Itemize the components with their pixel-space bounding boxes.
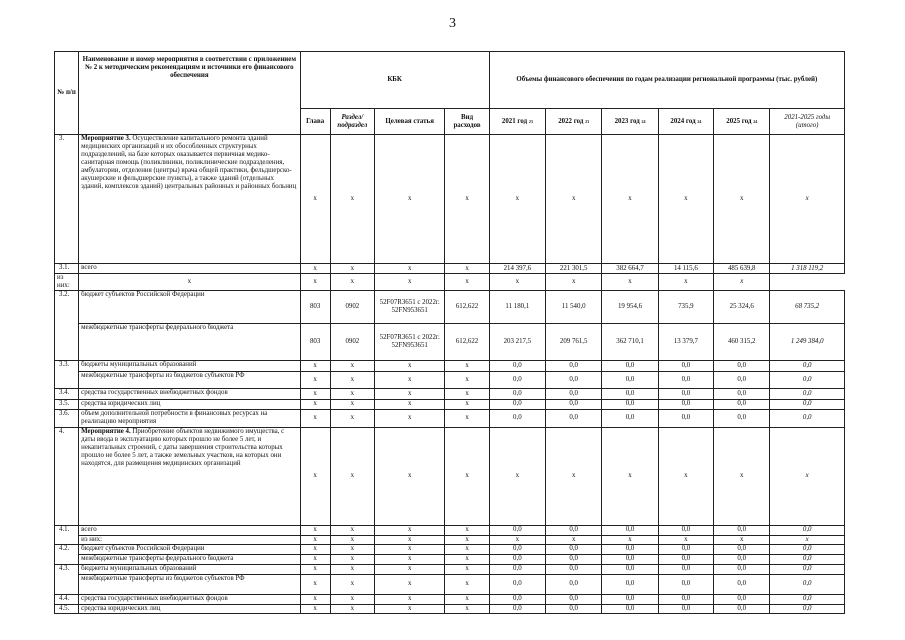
row-value: x [602, 135, 658, 264]
row-value: 0,0 [714, 399, 770, 409]
row-value: x [374, 525, 444, 535]
row-value: 0,0 [602, 574, 658, 594]
row-value: x [374, 371, 444, 388]
row-value: x [330, 360, 374, 371]
table-row [55, 323, 845, 360]
row-value: 382 664,7 [602, 264, 658, 274]
row-name: бюджет субъектов Российской Федерации [79, 544, 300, 554]
table-row [55, 574, 845, 594]
header-year-2023: 2023 год 24 [602, 109, 658, 135]
row-value: x [79, 274, 300, 291]
row-value: x [445, 535, 489, 544]
table-row [55, 427, 845, 525]
row-value: 0,0 [489, 525, 545, 535]
row-value: 0,0 [658, 574, 713, 594]
row-name: всего [79, 264, 300, 274]
row-value: x [374, 554, 444, 564]
table-row [55, 594, 845, 604]
row-value: 0,0 [546, 525, 602, 535]
row-value: 52F07R3651 с 2022г. 52FN953651 [374, 323, 444, 360]
row-value: 0,0 [489, 574, 545, 594]
row-value: 0,0 [714, 574, 770, 594]
row-value: 0,0 [714, 594, 770, 604]
row-value: x [445, 264, 489, 274]
row-value: x [602, 535, 658, 544]
row-value: x [770, 427, 845, 525]
header-razdel: Раздел/ подраздел [330, 109, 374, 135]
table-row [55, 135, 845, 264]
row-value: x [445, 544, 489, 554]
row-value: x [374, 574, 444, 594]
row-value: x [546, 535, 602, 544]
row-value: x [489, 135, 545, 264]
row-value: 1 249 384,0 [770, 323, 845, 360]
header-glava: Глава [300, 109, 330, 135]
row-name: межбюджетные трансферты федерального бюджета [79, 554, 300, 564]
row-value: x [330, 409, 374, 427]
row-value: x [330, 371, 374, 388]
row-value: 0,0 [658, 388, 713, 399]
table-row [55, 604, 845, 613]
row-number: 4. [55, 427, 79, 525]
row-value: x [300, 360, 330, 371]
row-name: бюджеты муниципальных образований [79, 564, 300, 574]
row-value: 14 115,6 [658, 264, 713, 274]
row-value: 803 [300, 323, 330, 360]
header-total: 2021-2025 годы (итого) [770, 109, 845, 135]
row-value: x [714, 274, 770, 291]
row-name: Мероприятие 3. Осуществление капитального ремонта зданий медицинских организаций и их обособленных структурных подразделений, на базе которых оказывается первичная медико-санитарная помощь (поликлиники, поликлинические подразделения, амбулатории, отделения (центры) врача общей практики, фельдшерско-акушерские и фельдшерские пункты), а также зданий (отдельных зданий, комплексов зданий) центральных районных и районных больниц [79, 135, 300, 264]
row-value: 0,0 [546, 371, 602, 388]
row-value: x [445, 525, 489, 535]
row-value: 0,0 [602, 544, 658, 554]
row-value: x [300, 564, 330, 574]
table-row [55, 554, 845, 564]
row-name: межбюджетные трансферты из бюджетов субъектов РФ [79, 574, 300, 594]
row-value: x [714, 135, 770, 264]
row-value: x [330, 535, 374, 544]
row-value: 0,0 [658, 371, 713, 388]
row-value: x [330, 427, 374, 525]
row-value: x [330, 135, 374, 264]
row-value: 0,0 [602, 388, 658, 399]
row-value: x [374, 604, 444, 613]
row-value: 0,0 [546, 564, 602, 574]
row-value: 0,0 [546, 544, 602, 554]
row-value: 0,0 [714, 564, 770, 574]
row-name: Мероприятие 4. Приобретение объектов недвижимого имущества, с даты ввода в эксплуатацию которых прошло не более 5 лет, и некапитальных строений, с даты завершения строительства которых прошло не более 5 лет, а также земельных участков, на которых они находятся, для размещения медицинских организаций [79, 427, 300, 525]
row-name: бюджеты муниципальных образований [79, 360, 300, 371]
row-number: 3.4. [55, 388, 79, 399]
row-value: x [330, 574, 374, 594]
header-year-2022: 2022 год 23 [546, 109, 602, 135]
row-value: x [445, 574, 489, 594]
row-value: 0,0 [770, 544, 845, 554]
row-value: 0,0 [546, 594, 602, 604]
row-value: 0,0 [602, 604, 658, 613]
row-value: x [300, 604, 330, 613]
row-value: 221 301,5 [546, 264, 602, 274]
row-value: 0,0 [770, 399, 845, 409]
row-value: 11 540,0 [546, 290, 602, 323]
row-value: 0,0 [602, 371, 658, 388]
row-value: x [445, 371, 489, 388]
row-value: 52F07R3651 с 2022г. 52FN953651 [374, 290, 444, 323]
row-value: x [300, 535, 330, 544]
row-name: средства государственных внебюджетных фондов [79, 594, 300, 604]
row-value: x [300, 544, 330, 554]
row-value: 0,0 [489, 399, 545, 409]
row-value: x [602, 427, 658, 525]
row-value: x [770, 135, 845, 264]
row-value: 209 761,5 [546, 323, 602, 360]
row-value: x [330, 399, 374, 409]
row-value: x [300, 574, 330, 594]
row-name: из них: [79, 535, 300, 544]
row-value: x [374, 399, 444, 409]
row-value: 735,9 [658, 290, 713, 323]
row-name: объем дополнительной потребности в финансовых ресурсах на реализацию мероприятия [79, 409, 300, 427]
row-value: 0,0 [546, 399, 602, 409]
row-value: x [445, 399, 489, 409]
row-value: 0,0 [770, 360, 845, 371]
row-value: x [330, 554, 374, 564]
row-value: 203 217,5 [489, 323, 545, 360]
row-number: 4.1. [55, 525, 79, 544]
row-number: 4.4. [55, 594, 79, 604]
row-value: x [374, 388, 444, 399]
table-row [55, 264, 845, 274]
table-row [55, 274, 845, 291]
table-row [55, 399, 845, 409]
row-value: x [374, 264, 444, 274]
row-value: x [445, 409, 489, 427]
row-value: x [374, 135, 444, 264]
row-name: средства юридических лиц [79, 399, 300, 409]
row-value: x [489, 427, 545, 525]
row-value: x [445, 360, 489, 371]
row-value: x [374, 594, 444, 604]
row-value: 0,0 [714, 371, 770, 388]
row-value: x [374, 544, 444, 554]
row-value: 0,0 [714, 554, 770, 564]
row-value: 0,0 [658, 360, 713, 371]
row-value: x [330, 525, 374, 535]
row-name: межбюджетные трансферты из бюджетов субъектов РФ [79, 371, 300, 388]
row-value: 803 [300, 290, 330, 323]
table-row [55, 360, 845, 371]
row-value: 0,0 [658, 564, 713, 574]
row-value: 0,0 [489, 544, 545, 554]
row-value: x [374, 360, 444, 371]
row-value: 0,0 [770, 388, 845, 399]
row-value: 0,0 [602, 360, 658, 371]
row-value: 0,0 [489, 564, 545, 574]
row-name: средства юридических лиц [79, 604, 300, 613]
row-value: 0,0 [546, 409, 602, 427]
row-value: x [445, 427, 489, 525]
row-value: 11 180,1 [489, 290, 545, 323]
table-row [55, 525, 845, 535]
row-value: 13 379,7 [658, 323, 713, 360]
row-number: 4.5. [55, 604, 79, 613]
row-value: 0,0 [658, 544, 713, 554]
row-value: x [602, 274, 658, 291]
row-value: x [330, 604, 374, 613]
row-value: x [445, 135, 489, 264]
row-value: 0,0 [602, 399, 658, 409]
row-number: 3.5. [55, 399, 79, 409]
row-value: x [546, 274, 602, 291]
row-value: x [658, 535, 713, 544]
row-value: x [300, 554, 330, 564]
row-name: из них: [55, 274, 79, 291]
header-name: Наименование и номер мероприятия в соответствии с приложением № 2 к методическим рекомендациям и источники его финансового обеспечения [79, 52, 300, 135]
row-value: 0,0 [489, 604, 545, 613]
row-value: 0,0 [770, 371, 845, 388]
row-value: 0,0 [602, 525, 658, 535]
row-value: x [489, 535, 545, 544]
funding-table [54, 51, 845, 614]
row-value: x [374, 409, 444, 427]
row-value: x [714, 535, 770, 544]
row-value: 612,622 [445, 323, 489, 360]
row-value: 0,0 [658, 399, 713, 409]
table-row [55, 544, 845, 554]
row-value: x [658, 274, 713, 291]
table-row [55, 371, 845, 388]
row-value: x [658, 135, 713, 264]
row-value: 214 397,6 [489, 264, 545, 274]
row-value: x [546, 135, 602, 264]
row-value: x [300, 274, 330, 291]
row-value: x [300, 525, 330, 535]
row-value: 0,0 [714, 360, 770, 371]
row-value: 19 954,6 [602, 290, 658, 323]
row-value: 1 318 119,2 [770, 264, 845, 274]
row-value: x [374, 564, 444, 574]
row-value: 0,0 [489, 554, 545, 564]
row-value: 0,0 [770, 564, 845, 574]
row-value: x [330, 594, 374, 604]
row-name: межбюджетные трансферты федерального бюджета [79, 323, 300, 360]
row-value: x [770, 535, 845, 544]
row-value: x [300, 264, 330, 274]
row-name: бюджет субъектов Российской Федерации [79, 290, 300, 323]
row-value: x [445, 594, 489, 604]
row-value: 0,0 [770, 525, 845, 535]
row-name: всего [79, 525, 300, 535]
row-value: 612,622 [445, 290, 489, 323]
row-value: x [300, 427, 330, 525]
row-value: 0,0 [602, 594, 658, 604]
row-value: 485 639,8 [714, 264, 770, 274]
row-value: 0,0 [658, 594, 713, 604]
header-year-2025: 2025 год 24 [714, 109, 770, 135]
row-value: 0,0 [546, 554, 602, 564]
row-value: x [445, 388, 489, 399]
row-value: x [658, 427, 713, 525]
row-value: 25 324,6 [714, 290, 770, 323]
header-num: № п/п [55, 52, 79, 135]
row-value: 0,0 [770, 604, 845, 613]
row-value: x [300, 594, 330, 604]
row-value: x [300, 388, 330, 399]
table-row [55, 388, 845, 399]
row-value: x [330, 264, 374, 274]
row-value: 0,0 [714, 388, 770, 399]
row-value: 0,0 [489, 388, 545, 399]
row-value: x [330, 544, 374, 554]
row-value: x [445, 564, 489, 574]
row-value: x [374, 427, 444, 525]
page-number: 3 [449, 16, 456, 31]
row-value: x [714, 427, 770, 525]
row-value: 362 710,1 [602, 323, 658, 360]
row-value: x [445, 554, 489, 564]
row-number: 4.2. [55, 544, 79, 564]
row-value: 0,0 [602, 409, 658, 427]
row-value: 0,0 [489, 360, 545, 371]
table-row [55, 564, 845, 574]
row-value: 0,0 [546, 604, 602, 613]
table-row [55, 290, 845, 323]
row-value: 0,0 [714, 544, 770, 554]
row-number: 3.3. [55, 360, 79, 388]
row-value: 0902 [330, 290, 374, 323]
row-value: 0,0 [546, 574, 602, 594]
table-row [55, 409, 845, 427]
row-value: x [445, 604, 489, 613]
row-value: 0,0 [546, 388, 602, 399]
row-value: 0,0 [489, 371, 545, 388]
row-value: 0,0 [658, 409, 713, 427]
row-value: x [330, 388, 374, 399]
row-value: 0,0 [489, 409, 545, 427]
row-value: 0,0 [714, 525, 770, 535]
header-year-2024: 2024 год 24 [658, 109, 713, 135]
row-value: 0,0 [770, 594, 845, 604]
row-number: 3.1. [55, 264, 79, 274]
row-value: x [445, 274, 489, 291]
header-year-2021: 2021 год 23 [489, 109, 545, 135]
row-value: 0902 [330, 323, 374, 360]
header-cel: Целевая статья [374, 109, 444, 135]
row-value: 0,0 [658, 525, 713, 535]
row-value: 0,0 [489, 594, 545, 604]
row-value: x [374, 274, 444, 291]
row-number: 3.6. [55, 409, 79, 427]
row-value: x [300, 371, 330, 388]
row-number: 3.2. [55, 290, 79, 360]
row-value: x [374, 535, 444, 544]
row-value: 0,0 [658, 554, 713, 564]
row-value: 0,0 [714, 604, 770, 613]
row-value: x [300, 409, 330, 427]
row-number: 4.3. [55, 564, 79, 594]
header-funding: Объемы финансового обеспечения по годам реализации региональной программы (тыс. рублей) [489, 52, 844, 109]
row-value: 0,0 [770, 409, 845, 427]
row-value: x [546, 427, 602, 525]
row-value: 0,0 [658, 604, 713, 613]
table-row [55, 535, 845, 544]
row-value: x [330, 274, 374, 291]
row-value: 460 315,2 [714, 323, 770, 360]
row-value: x [300, 135, 330, 264]
row-value: 0,0 [714, 409, 770, 427]
row-value: 0,0 [602, 564, 658, 574]
row-value: 0,0 [546, 360, 602, 371]
row-value: 0,0 [770, 574, 845, 594]
header-vid: Вид расходов [445, 109, 489, 135]
row-name: средства государственных внебюджетных фондов [79, 388, 300, 399]
row-value: x [489, 274, 545, 291]
header-kbk: КБК [300, 52, 489, 109]
row-value: 0,0 [770, 554, 845, 564]
row-value: 68 735,2 [770, 290, 845, 323]
row-value: 0,0 [602, 554, 658, 564]
row-number: 3. [55, 135, 79, 264]
row-value: x [330, 564, 374, 574]
row-value: x [300, 399, 330, 409]
